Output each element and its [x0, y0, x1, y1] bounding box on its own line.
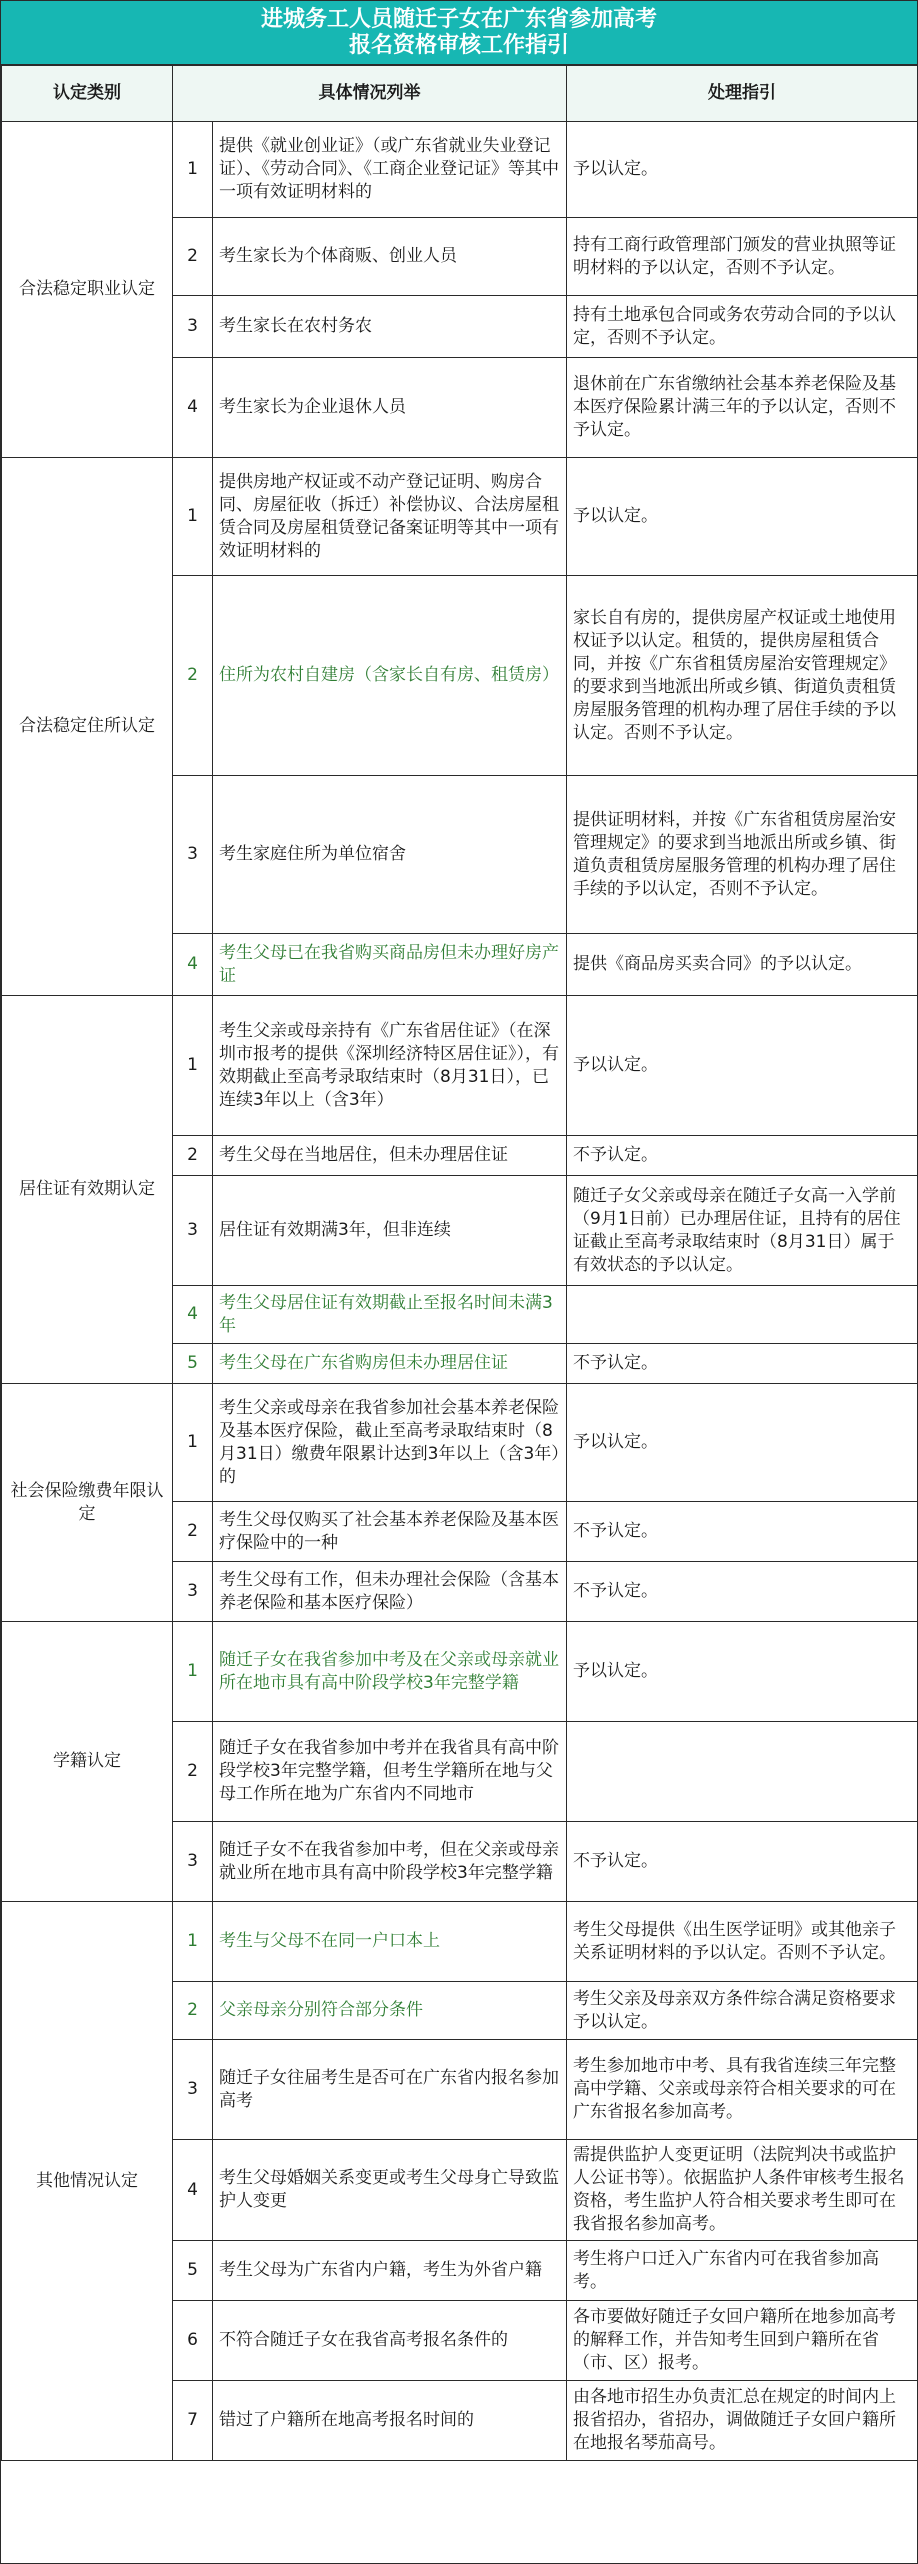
row-number: 3 [173, 1822, 213, 1902]
handling-cell: 提供《商品房买卖合同》的予以认定。 [567, 934, 918, 996]
row-number: 3 [173, 296, 213, 358]
row-number: 6 [173, 2301, 213, 2381]
situation-cell: 不符合随迁子女在我省高考报名条件的 [213, 2301, 567, 2381]
row-number: 5 [173, 2241, 213, 2301]
row-number: 1 [173, 122, 213, 218]
situation-cell: 住所为农村自建房（含家长自有房、租赁房） [213, 576, 567, 776]
handling-cell: 不予认定。 [567, 1136, 918, 1176]
handling-cell: 由各地市招生办负责汇总在规定的时间内上报省招办，省招办，调做随迁子女回户籍所在地报名琴茄高号。 [567, 2381, 918, 2461]
category-cell: 其他情况认定 [2, 1902, 173, 2461]
handling-cell: 不予认定。 [567, 1502, 918, 1562]
situation-cell: 考生家庭住所为单位宿舍 [213, 776, 567, 934]
situation-cell: 错过了户籍所在地高考报名时间的 [213, 2381, 567, 2461]
situation-cell: 考生父母在当地居住，但未办理居住证 [213, 1136, 567, 1176]
handling-cell: 提供证明材料，并按《广东省租赁房屋治安管理规定》的要求到当地派出所或乡镇、街道负责租赁房屋服务管理的机构办理了居住手续的予以认定，否则不予认定。 [567, 776, 918, 934]
situation-cell: 考生与父母不在同一户口本上 [213, 1902, 567, 1982]
situation-cell: 考生父母在广东省购房但未办理居住证 [213, 1344, 567, 1384]
category-cell: 合法稳定住所认定 [2, 458, 173, 996]
row-number: 2 [173, 1502, 213, 1562]
guideline-table [1, 65, 918, 2461]
row-number: 7 [173, 2381, 213, 2461]
situation-cell: 考生父母仅购买了社会基本养老保险及基本医疗保险中的一种 [213, 1502, 567, 1562]
row-number: 2 [173, 576, 213, 776]
row-number: 3 [173, 1176, 213, 1286]
situation-cell: 考生父母已在我省购买商品房但未办理好房产证 [213, 934, 567, 996]
row-number: 1 [173, 458, 213, 576]
handling-cell: 予以认定。 [567, 1622, 918, 1722]
header-row [2, 66, 918, 122]
header-category: 认定类别 [2, 66, 173, 122]
table-row [2, 996, 918, 1136]
handling-cell: 需提供监护人变更证明（法院判决书或监护人公证书等）。依据监护人条件审核考生报名资格，考生监护人符合相关要求考生即可在我省报名参加高考。 [567, 2140, 918, 2241]
row-number: 3 [173, 1562, 213, 1622]
handling-cell: 予以认定。 [567, 996, 918, 1136]
handling-cell: 各市要做好随迁子女回户籍所在地参加高考的解释工作，并告知考生回到户籍所在省（市、区）报考。 [567, 2301, 918, 2381]
situation-cell: 考生家长在农村务农 [213, 296, 567, 358]
category-cell: 社会保险缴费年限认定 [2, 1384, 173, 1622]
situation-cell: 考生父亲或母亲持有《广东省居住证》（在深圳市报考的提供《深圳经济特区居住证》），有效期截止至高考录取结束时（8月31日），已连续3年以上（含3年） [213, 996, 567, 1136]
handling-cell: 不予认定。 [567, 1562, 918, 1622]
row-number: 3 [173, 776, 213, 934]
handling-cell: 不予认定。 [567, 1344, 918, 1384]
situation-cell: 提供《就业创业证》（或广东省就业失业登记证）、《劳动合同》、《工商企业登记证》等其中一项有效证明材料的 [213, 122, 567, 218]
situation-cell: 考生父母有工作，但未办理社会保险（含基本养老保险和基本医疗保险） [213, 1562, 567, 1622]
handling-cell: 予以认定。 [567, 122, 918, 218]
category-cell: 学籍认定 [2, 1622, 173, 1902]
handling-cell: 予以认定。 [567, 458, 918, 576]
situation-cell: 随迁子女不在我省参加中考，但在父亲或母亲就业所在地市具有高中阶段学校3年完整学籍 [213, 1822, 567, 1902]
table-row [2, 1902, 918, 1982]
handling-cell: 家长自有房的，提供房屋产权证或土地使用权证予以认定。租赁的，提供房屋租赁合同，并按《广东省租赁房屋治安管理规定》的要求到当地派出所或乡镇、街道负责租赁房屋服务管理的机构办理了居住手续的予以认定。否则不予认定。 [567, 576, 918, 776]
handling-cell: 考生将户口迁入广东省内可在我省参加高考。 [567, 2241, 918, 2301]
table-body [2, 122, 918, 2461]
row-number: 2 [173, 1136, 213, 1176]
situation-cell: 考生父亲或母亲在我省参加社会基本养老保险及基本医疗保险，截止至高考录取结束时（8月31日）缴费年限累计达到3年以上（含3年）的 [213, 1384, 567, 1502]
handling-cell: 考生父母提供《出生医学证明》或其他亲子关系证明材料的予以认定。否则不予认定。 [567, 1902, 918, 1982]
handling-cell [567, 1286, 918, 1344]
situation-cell: 考生家长为企业退休人员 [213, 358, 567, 458]
row-number: 4 [173, 358, 213, 458]
situation-cell: 提供房地产权证或不动产登记证明、购房合同、房屋征收（拆迁）补偿协议、合法房屋租赁合同及房屋租赁登记备案证明等其中一项有效证明材料的 [213, 458, 567, 576]
row-number: 1 [173, 996, 213, 1136]
situation-cell: 随迁子女往届考生是否可在广东省内报名参加 高考 [213, 2040, 567, 2140]
handling-cell: 予以认定。 [567, 1384, 918, 1502]
situation-cell: 随迁子女在我省参加中考及在父亲或母亲就业所在地市具有高中阶段学校3年完整学籍 [213, 1622, 567, 1722]
situation-cell: 随迁子女在我省参加中考并在我省具有高中阶段学校3年完整学籍，但考生学籍所在地与父母工作所在地为广东省内不同地市 [213, 1722, 567, 1822]
situation-cell: 居住证有效期满3年，但非连续 [213, 1176, 567, 1286]
row-number: 1 [173, 1622, 213, 1722]
handling-cell: 退休前在广东省缴纳社会基本养老保险及基本医疗保险累计满三年的予以认定，否则不予认定。 [567, 358, 918, 458]
table-row [2, 458, 918, 576]
row-number: 4 [173, 934, 213, 996]
handling-cell: 随迁子女父亲或母亲在随迁子女高一入学前（9月1日前）已办理居住证，且持有的居住证截止至高考录取结束时（8月31日）属于有效状态的予以认定。 [567, 1176, 918, 1286]
header-situation: 具体情况列举 [173, 66, 567, 122]
row-number: 5 [173, 1344, 213, 1384]
table-row [2, 122, 918, 218]
row-number: 4 [173, 2140, 213, 2241]
header-handling: 处理指引 [567, 66, 918, 122]
handling-cell [567, 1722, 918, 1822]
situation-cell: 考生父母为广东省内户籍，考生为外省户籍 [213, 2241, 567, 2301]
row-number: 3 [173, 2040, 213, 2140]
handling-cell: 考生参加地市中考、具有我省连续三年完整高中学籍、父亲或母亲符合相关要求的可在广东省报名参加高考。 [567, 2040, 918, 2140]
row-number: 1 [173, 1902, 213, 1982]
title-line-1: 进城务工人员随迁子女在广东省参加高考 [260, 7, 657, 32]
row-number: 2 [173, 1982, 213, 2040]
row-number: 4 [173, 1286, 213, 1344]
situation-cell: 考生父母婚姻关系变更或考生父母身亡导致监护人变更 [213, 2140, 567, 2241]
row-number: 2 [173, 1722, 213, 1822]
handling-cell: 持有土地承包合同或务农劳动合同的予以认定，否则不予认定。 [567, 296, 918, 358]
category-cell: 居住证有效期认定 [2, 996, 173, 1384]
title-banner [1, 1, 917, 65]
table-row [2, 1622, 918, 1722]
table-row [2, 1384, 918, 1502]
handling-cell: 考生父亲及母亲双方条件综合满足资格要求予以认定。 [567, 1982, 918, 2040]
row-number: 1 [173, 1384, 213, 1502]
row-number: 2 [173, 218, 213, 296]
handling-cell: 持有工商行政管理部门颁发的营业执照等证明材料的予以认定，否则不予认定。 [567, 218, 918, 296]
title-line-2: 报名资格审核工作指引 [348, 33, 569, 58]
situation-cell: 考生家长为个体商贩、创业人员 [213, 218, 567, 296]
handling-cell: 不予认定。 [567, 1822, 918, 1902]
category-cell: 合法稳定职业认定 [2, 122, 173, 458]
situation-cell: 父亲母亲分别符合部分条件 [213, 1982, 567, 2040]
situation-cell: 考生父母居住证有效期截止至报名时间未满3年 [213, 1286, 567, 1344]
